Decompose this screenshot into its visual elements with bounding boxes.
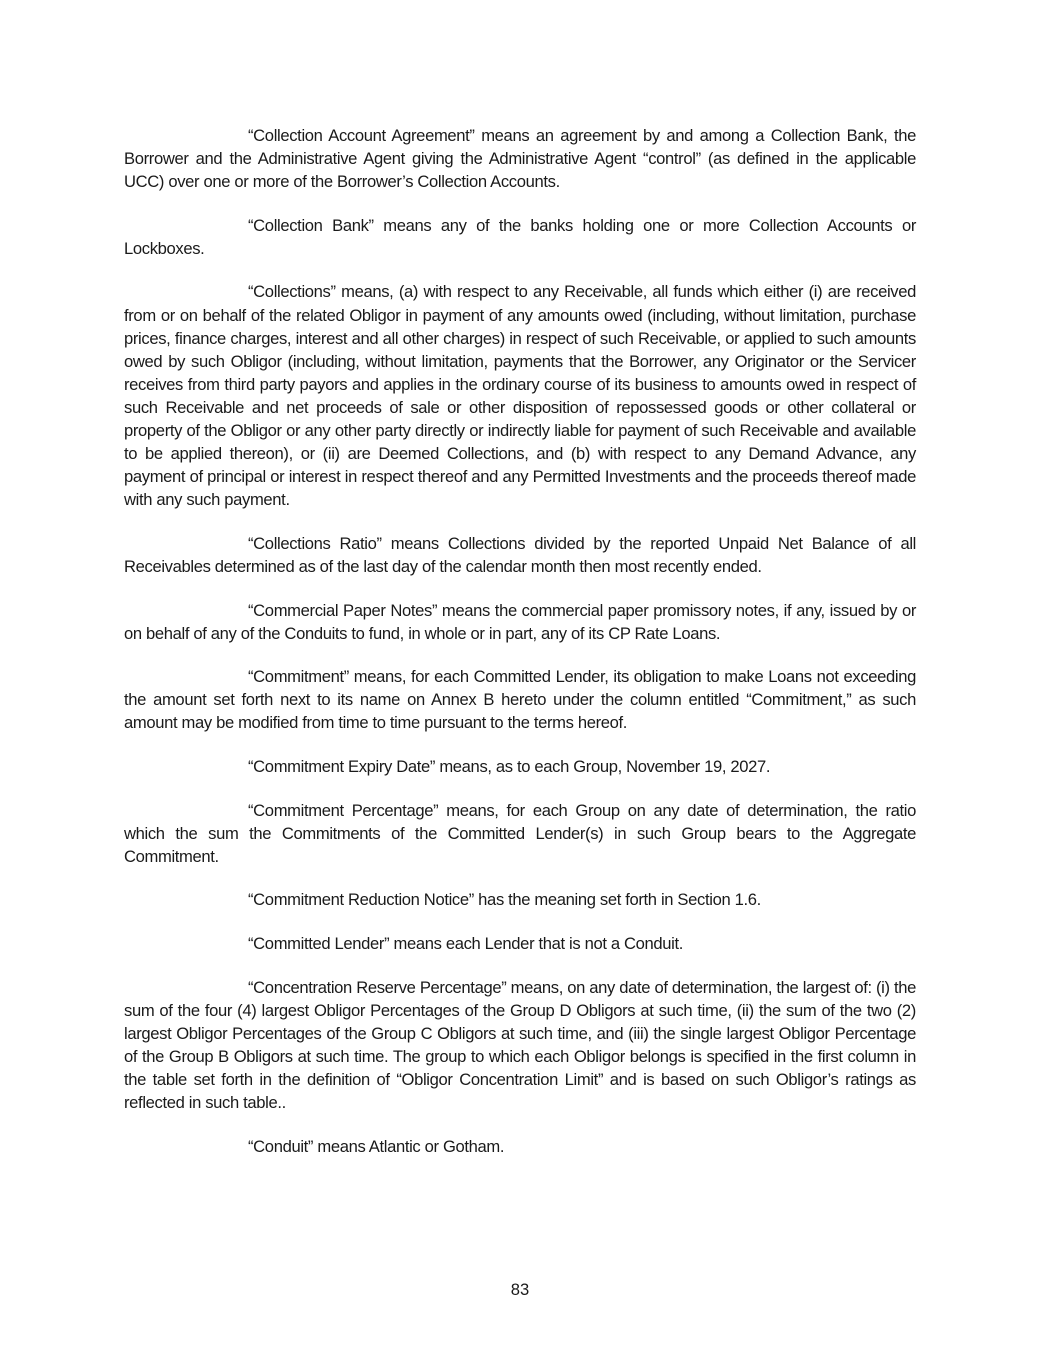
definition-collections: “Collections” means, (a) with respect to any Receivable, all funds which either (i) are received from or on behalf of the related Obligor in payment of any amounts owed (including, without limitation, purchase prices, finance charges, interest and all other charges) in respect of such Receivable, or applied to such amounts owed by such Obligor (including, without limitation, payments that the Borrower, any Originator or the Servicer receives from third party payors and applies in the ordinary course of its business to amounts owed in respect of such Receivable and net proceeds of sale or other disposition of repossessed goods or other collateral or property of the Obligor or any other party directly or indirectly liable for payment of such Receivable and available to be applied thereon), or (ii) are Deemed Collections, and (b) with respect to any Demand Advance, any payment of principal or interest in respect thereof and any Permitted Investments and the proceeds thereof made with any such payment. — [124, 282, 916, 510]
definition-collections-ratio: “Collections Ratio” means Collections divided by the reported Unpaid Net Balance of all Receivables determined as of the last day of the calendar month then most recently ended. — [124, 533, 916, 576]
definition-collection-bank: “Collection Bank” means any of the banks holding one or more Collection Accounts or Lockboxes. — [124, 215, 916, 258]
definition-commitment-reduction-notice: “Commitment Reduction Notice” has the meaning set forth in Section 1.6. — [248, 890, 761, 910]
definition-commitment: “Commitment” means, for each Committed Lender, its obligation to make Loans not exceeding the amount set forth next to its name on Annex B hereto under the column entitled “Commitment,” as such amount may be modified from time to time pursuant to the terms hereof. — [124, 667, 916, 733]
definition-conduit: “Conduit” means Atlantic or Gotham. — [248, 1136, 505, 1156]
definition-collection-account-agreement: “Collection Account Agreement” means an agreement by and among a Collection Bank, the Borrower and the Administrative Agent giving the Administrative Agent “control” (as defined in the applicable UCC) over one or more of the Borrower’s Collection Accounts. — [124, 126, 916, 192]
definition-commitment-percentage: “Commitment Percentage” means, for each Group on any date of determination, the ratio which the sum the Commitments of the Committed Lender(s) in such Group bears to the Aggregate Commitment. — [124, 800, 916, 866]
definition-committed-lender: “Committed Lender” means each Lender that is not a Conduit. — [248, 934, 684, 954]
definition-concentration-reserve-percentage: “Concentration Reserve Percentage” means, on any date of determination, the largest of: (i) the sum of the four (4) largest Obligor Percentages of the Group D Obligors at such time, (ii) the sum of the two (2) largest Obligor Percentages of the Group C Obligors at such time, and (iii) the single largest Obligor Percentage of the Group B Obligors at such time. The group to which each Obligor belongs is specified in the first column in the table set forth in the definition of “Obligor Concentration Limit” and is based on such Obligor’s ratings as reflected in such table.. — [124, 977, 916, 1113]
page-number: 83 — [510, 1280, 530, 1299]
definition-commercial-paper-notes: “Commercial Paper Notes” means the commercial paper promissory notes, if any, issued by or on behalf of any of the Conduits to fund, in whole or in part, any of its CP Rate Loans. — [124, 600, 916, 643]
definitions-body — [124, 124, 916, 1178]
definition-commitment-expiry-date: “Commitment Expiry Date” means, as to each Group, November 19, 2027. — [248, 757, 771, 777]
